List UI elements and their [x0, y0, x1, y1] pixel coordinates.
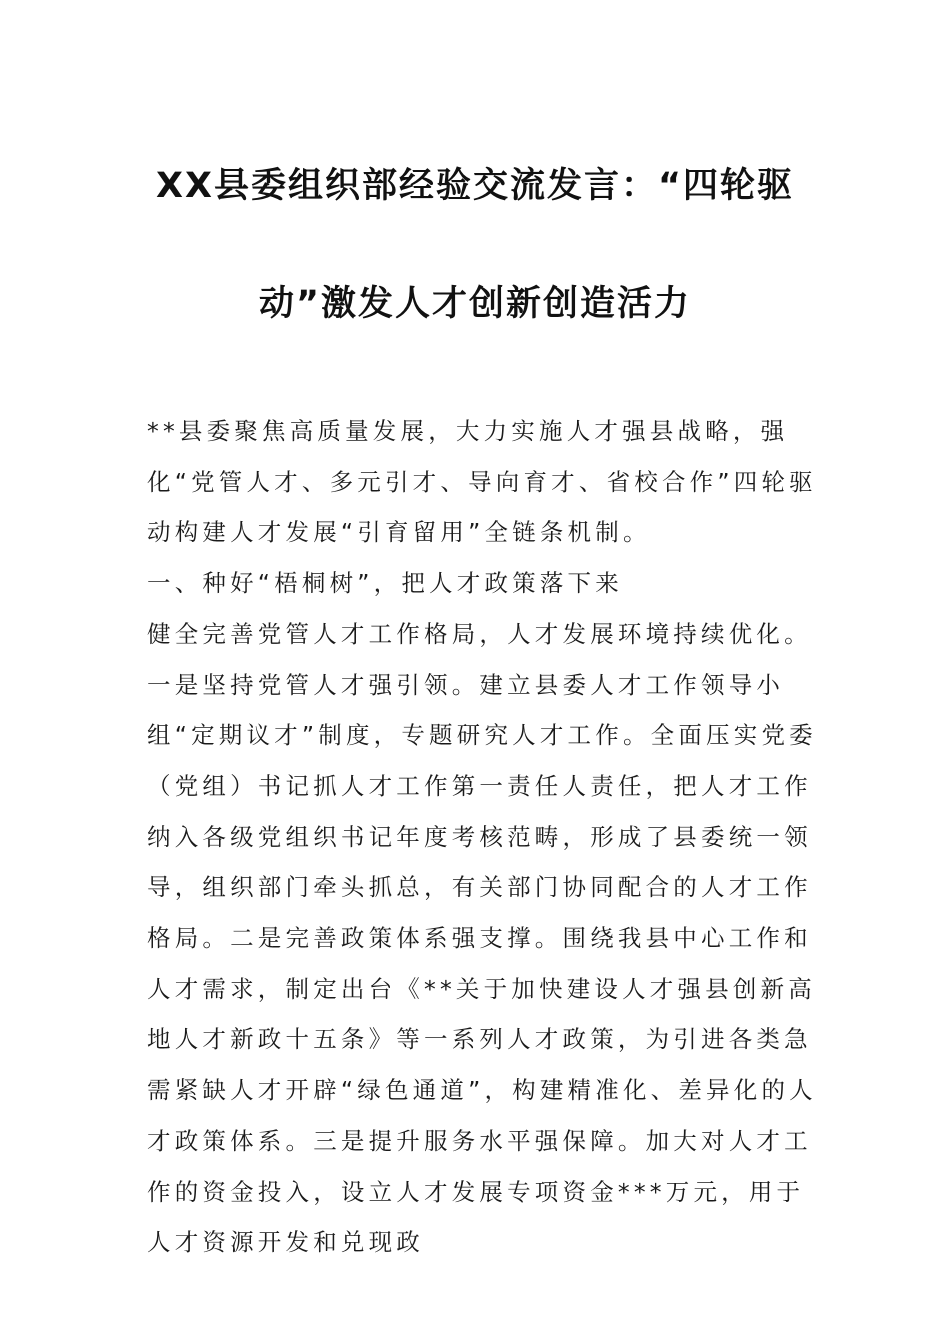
- document-title-line-2: 动”激发人才创新创造活力: [258, 284, 691, 324]
- document-body: [147, 406, 817, 1268]
- section-1-heading: 一、种好“梧桐树”，把人才政策落下来: [147, 569, 623, 598]
- section-1-paragraph: 健全完善党管人才工作格局，人才发展环境持续优化。一是坚持党管人才强引领。建立县委人才工作领导小组“定期议才”制度，专题研究人才工作。全面压实党委（党组）书记抓人才工作第一责任人责任，把人才工作纳入各级党组织书记年度考核范畴，形成了县委统一领导，组织部门牵头抓总，有关部门协同配合的人才工作格局。二是完善政策体系强支撑。围绕我县中心工作和人才需求，制定出台《**关于加快建设人才强县创新高地人才新政十五条》等一系列人才政策，为引进各类急需紧缺人才开辟“绿色通道”，构建精准化、差异化的人才政策体系。三是提升服务水平强保障。加大对人才工作的资金投入，设立人才发展专项资金***万元，用于人才资源开发和兑现政: [147, 619, 817, 1257]
- intro-paragraph: **县委聚焦高质量发展，大力实施人才强县战略，强化“党管人才、多元引才、导向育才、省校合作”四轮驱动构建人才发展“引育留用”全链条机制。: [147, 417, 817, 547]
- document-title-line-1: XX县委组织部经验交流发言：“四轮驱: [156, 166, 794, 206]
